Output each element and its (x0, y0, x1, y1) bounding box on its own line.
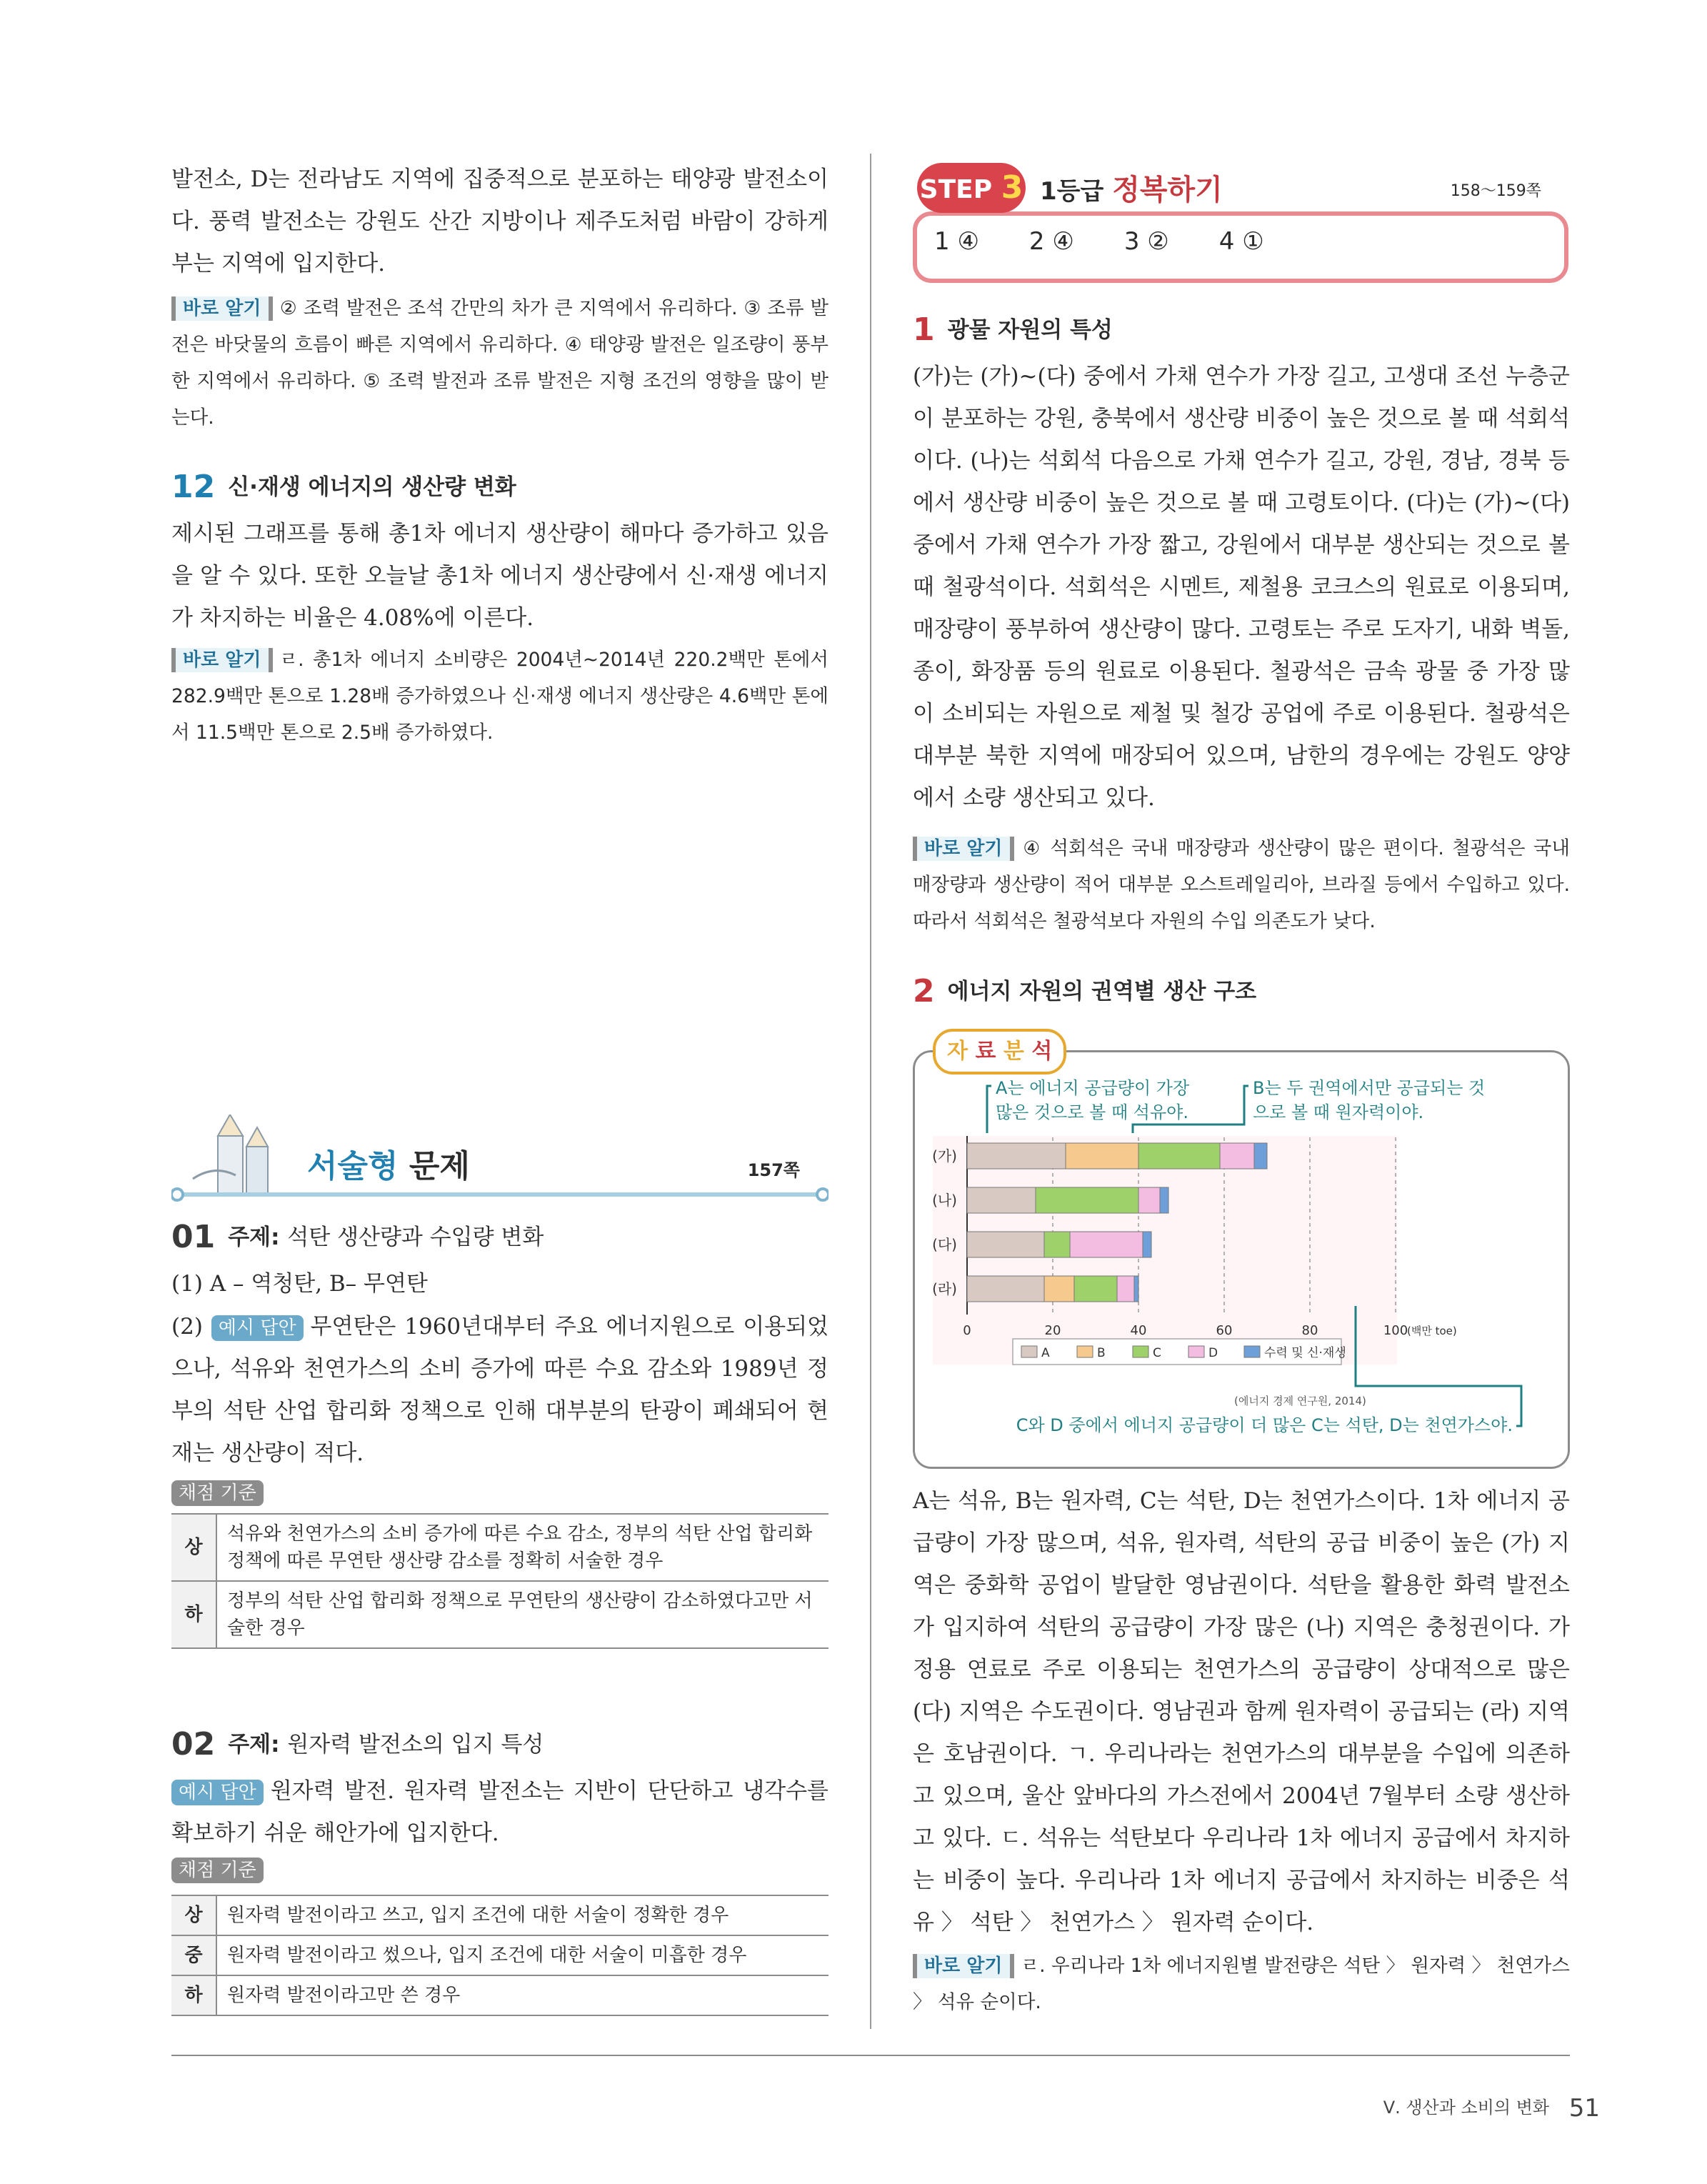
q1-body: (가)는 (가)~(다) 중에서 가채 연수가 가장 길고, 고생대 조선 누층군이 분포하는 강원, 충북에서 생산량 비중이 높은 것으로 볼 때 석회석이다. (나)는 석회석 다음으로 가채 연수가 길고, 강원, 경남, 경북 등에서 생산량 비중이 높은 것으로 볼 때 고령토이다. (다)는 (가)~(다) 중에서 가채 연수가 가장 짧고, 강원에서 대부분 생산되는 것으로 볼 때 철광석이다. 석회석은 시멘트, 제철용 코크스의 원료로 이용되며, 매장량이 풍부하여 생산량이 많다. 고령토는 주로 도자기, 내화 벽돌, 종이, 화장품 등의 원료로 이용된다. 철광석은 금속 광물 중 가장 많이 소비되는 자원으로 제철 및 철강 공업에 주로 이용된다. 철광석은 대부분 북한 지역에 매장되어 있으며, 남한의 경우에는 강원도 양양에서 소량 생산되고 있다. (913, 364, 1570, 811)
answer-text: 원자력 발전. 원자력 발전소는 지반이 단단하고 냉각수를 확보하기 쉬운 해안가에 입지한다. (171, 1778, 829, 1846)
essay-section-header (171, 1115, 829, 1207)
correction-tag: 바로 알기 (913, 837, 1014, 861)
bar-segment (1220, 1143, 1254, 1169)
x-tick-label: 60 (1216, 1323, 1233, 1338)
correction-tag: 바로 알기 (171, 296, 273, 321)
criteria-text: 원자력 발전이라고 쓰고, 입지 조건에 대한 서술이 정확한 경우 (216, 1895, 829, 1935)
footer-section (1314, 2093, 1600, 2123)
left-correction-note-2 (171, 642, 829, 751)
step-number: 3 (1001, 169, 1023, 206)
x-tick-label: 80 (1301, 1323, 1318, 1338)
essay-1-topic: 석탄 생산량과 수입량 변화 (287, 1225, 544, 1250)
legend-swatch (1077, 1346, 1093, 1357)
bar-segment (967, 1276, 1044, 1302)
essay-page-ref: 157쪽 (747, 1160, 800, 1180)
category-label: (가) (932, 1147, 957, 1165)
criteria-text: 원자력 발전이라고 썼으나, 입지 조건에 대한 서술이 미흡한 경우 (216, 1935, 829, 1975)
legend-swatch (1244, 1346, 1260, 1357)
essay-title-accent: 서술형 (307, 1148, 399, 1185)
footer-section-label: Ⅴ. 생산과 소비의 변화 (1383, 2098, 1550, 2118)
criteria-grade: 상 (171, 1895, 216, 1935)
legend-swatch (1188, 1346, 1204, 1357)
bar-segment (1143, 1232, 1151, 1257)
essay-1-number: 01 (171, 1219, 216, 1255)
legend-swatch (1021, 1346, 1037, 1357)
callout-a: A는 에너지 공급량이 가장 많은 것으로 볼 때 석유야. (996, 1078, 1190, 1122)
essay-header-decoration (171, 1115, 829, 1207)
criteria-row (171, 1581, 829, 1648)
answer-prefix: (2) (171, 1314, 203, 1340)
example-answer-pill: 예시 답안 (171, 1780, 264, 1805)
essay-1-label: 주제: (228, 1225, 280, 1250)
legend-swatch (1133, 1346, 1148, 1357)
q2-title: 에너지 자원의 권역별 생산 구조 (947, 979, 1257, 1004)
x-tick-label: 100 (1383, 1323, 1408, 1338)
correction-text: ㄹ. 총1차 에너지 소비량은 2004년~2014년 220.2백만 톤에서 282.9백만 톤으로 1.28배 증가하였으나 신·재생 에너지 생산량은 4.6백만 톤에서 11.5백만 톤으로 2.5배 증가하였다. (171, 649, 829, 744)
answer-item: 4 ① (1218, 227, 1264, 256)
essay-title (307, 1140, 470, 1186)
bar-segment (1160, 1187, 1168, 1213)
column-divider (870, 154, 871, 2029)
q1-heading (913, 311, 1113, 348)
bar-segment (1066, 1143, 1138, 1169)
criteria-row (171, 1935, 829, 1975)
correction-tag: 바로 알기 (913, 1954, 1014, 1978)
callout-a-leader (987, 1086, 991, 1133)
x-tick-label: 40 (1130, 1323, 1147, 1338)
right-correction-note-1 (913, 830, 1570, 939)
bar-segment (1138, 1143, 1220, 1169)
correction-text: ④ 석회석은 국내 매장량과 생산량이 많은 편이다. 철광석은 국내 매장량과 생산량이 적어 대부분 오스트레일리아, 브라질 등에서 수입하고 있다. 따라서 석회석은 철광석보다 자원의 수입 의존도가 낮다. (913, 837, 1570, 932)
correction-text: ② 조력 발전은 조석 간만의 차가 큰 지역에서 유리하다. ③ 조류 발전은 바닷물의 흐름이 빠른 지역에서 유리하다. ④ 태양광 발전은 일조량이 풍부한 지역에서 유리하다. ⑤ 조력 발전과 조류 발전은 지형 조건의 영향을 많이 받는다. (171, 297, 829, 429)
essay-2-label: 주제: (228, 1732, 280, 1757)
criteria-text: 원자력 발전이라고만 쓴 경우 (216, 1975, 829, 2015)
example-answer-pill: 예시 답안 (211, 1315, 304, 1341)
x-unit-label: (백만 toe) (1407, 1325, 1457, 1337)
footer-rule (171, 2055, 1570, 2056)
bar-segment (1134, 1276, 1138, 1302)
left-correction-note-1 (171, 290, 829, 436)
q12-title: 신·재생 에너지의 생산량 변화 (228, 474, 516, 500)
essay-1-answer-1: (1) A – 역청탄, B– 무연탄 (171, 1271, 428, 1297)
callout-cd: C와 D 중에서 에너지 공급량이 더 많은 C는 석탄, D는 천연가스야. (1016, 1415, 1513, 1435)
bar-segment (1254, 1143, 1267, 1169)
answer-item: 3 ② (1123, 227, 1169, 256)
bar-segment (1044, 1232, 1070, 1257)
criteria-table-2 (171, 1895, 829, 2016)
legend-label: 수력 및 신·재생 (1264, 1346, 1346, 1360)
q2-body: A는 석유, B는 원자력, C는 석탄, D는 천연가스이다. 1차 에너지 공급량이 가장 많으며, 석유, 원자력, 석탄의 공급 비중이 높은 (가) 지역은 중화학 공업이 발달한 영남권이다. 석탄을 활용한 화력 발전소가 입지하여 석탄의 공급량이 가장 많은 (나) 지역은 충청권이다. 가정용 연료로 주로 이용되는 천연가스의 공급량이 상대적으로 많은 (다) 지역은 수도권이다. 영남권과 함께 원자력이 공급되는 (라) 지역은 호남권이다. ㄱ. 우리나라는 천연가스의 대부분을 수입에 의존하고 있으며, 울산 앞바다의 가스전에서 2004년 7월부터 소량 생산하고 있다. ㄷ. 석유는 석탄보다 우리나라 1차 에너지 공급에서 차지하는 비중이 높다. 우리나라 1차 에너지 공급에서 차지하는 비중은 석유 〉 석탄 〉 천연가스 〉 원자력 순이다. (913, 1488, 1570, 1935)
q2-heading (913, 973, 1257, 1009)
analysis-label-char: 분 (1003, 1039, 1024, 1064)
step-title (1040, 167, 1223, 208)
step-badge (917, 163, 1026, 213)
x-tick-label: 20 (1044, 1323, 1061, 1338)
essay-title-main: 문제 (409, 1148, 470, 1185)
essay-2-number: 02 (171, 1726, 216, 1762)
bar-segment (1036, 1187, 1138, 1213)
essay-2-topic: 원자력 발전소의 입지 특성 (287, 1732, 544, 1757)
q1-number: 1 (913, 311, 935, 348)
bar-segment (1138, 1187, 1160, 1213)
analysis-label-char: 료 (975, 1039, 996, 1064)
essay-1-answer-2 (171, 1306, 829, 1475)
q2-number: 2 (913, 973, 935, 1009)
step-title-b: 정복하기 (1112, 174, 1223, 206)
page-number: 51 (1568, 2094, 1600, 2123)
criteria-pill: 채점 기준 (171, 1858, 264, 1883)
essay-2-heading (171, 1726, 544, 1762)
q12-body: 제시된 그래프를 통해 총1차 에너지 생산량이 해마다 증가하고 있음을 알 수 있다. 또한 오늘날 총1차 에너지 생산량에서 신·재생 에너지가 차지하는 비율은 4.08%에 이른다. (171, 521, 829, 631)
criteria-row (171, 1895, 829, 1935)
category-label: (다) (932, 1236, 957, 1253)
criteria-grade: 중 (171, 1935, 216, 1975)
callout-b: B는 두 권역에서만 공급되는 것으로 볼 때 원자력이야. (1253, 1078, 1486, 1122)
chart-source: (에너지 경제 연구원, 2014) (1234, 1395, 1366, 1407)
essay-1-heading (171, 1219, 544, 1255)
criteria-grade: 하 (171, 1975, 216, 2015)
analysis-label-char: 석 (1031, 1039, 1053, 1064)
criteria-row (171, 1975, 829, 2015)
category-label: (라) (932, 1280, 957, 1297)
step-label: STEP (919, 175, 993, 204)
callout-b-leader (1133, 1086, 1248, 1133)
pencil-icon (193, 1115, 268, 1193)
answer-text: 무연탄은 1960년대부터 주요 에너지원으로 이용되었으나, 석유와 천연가스의 소비 증가에 따른 수요 감소와 1989년 정부의 석탄 산업 합리화 정책으로 인해 대부분의 탄광이 폐쇄되어 현재는 생산량이 적다. (171, 1314, 829, 1466)
data-analysis-box (913, 1029, 1570, 1472)
essay-2-answer (171, 1770, 829, 1855)
step-answer-box (913, 163, 1570, 284)
step-title-a: 1등급 (1040, 177, 1104, 206)
answer-item: 2 ④ (1028, 227, 1074, 256)
category-label: (나) (932, 1192, 957, 1209)
x-tick-label: 0 (963, 1323, 971, 1338)
criteria-grade: 하 (171, 1581, 216, 1648)
analysis-label-char: 자 (947, 1039, 968, 1064)
left-intro-paragraph: 발전소, D는 전라남도 지역에 집중적으로 분포하는 태양광 발전소이다. 풍력 발전소는 강원도 산간 지방이나 제주도처럼 바람이 강하게 부는 지역에 입지한다. (171, 166, 829, 276)
bar-segment (1074, 1276, 1117, 1302)
correction-tag: 바로 알기 (171, 648, 273, 672)
q12-heading (171, 469, 516, 505)
criteria-text: 석유와 천연가스의 소비 증가에 따른 수요 감소, 정부의 석탄 산업 합리화 정책에 따른 무연탄 생산량 감소를 정확히 서술한 경우 (216, 1514, 829, 1581)
bar-segment (967, 1143, 1066, 1169)
q1-title: 광물 자원의 특성 (947, 317, 1113, 343)
criteria-grade: 상 (171, 1514, 216, 1581)
legend-label: B (1097, 1346, 1106, 1360)
answer-list (934, 227, 1264, 256)
correction-text: ㄹ. 우리나라 1차 에너지원별 발전량은 석탄 〉 원자력 〉 천연가스 〉 석유 순이다. (913, 1955, 1571, 2013)
step-page-ref: 158～159쪽 (1450, 182, 1541, 200)
bar-segment (1044, 1276, 1074, 1302)
bar-segment (1117, 1276, 1134, 1302)
bar-segment (967, 1187, 1036, 1213)
criteria-row (171, 1514, 829, 1581)
criteria-label-2 (171, 1858, 271, 1883)
legend-label: C (1153, 1346, 1161, 1360)
q12-number: 12 (171, 469, 216, 505)
criteria-pill: 채점 기준 (171, 1480, 264, 1506)
criteria-table-1 (171, 1513, 829, 1649)
answer-item: 1 ④ (934, 227, 979, 256)
legend-label: A (1041, 1346, 1050, 1360)
criteria-text: 정부의 석탄 산업 합리화 정책으로 무연탄의 생산량이 감소하였다고만 서술한 경우 (216, 1581, 829, 1648)
bar-segment (967, 1232, 1044, 1257)
right-correction-note-2 (913, 1948, 1570, 2020)
criteria-label-1 (171, 1480, 271, 1506)
bar-segment (1070, 1232, 1143, 1257)
legend-label: D (1208, 1346, 1218, 1360)
